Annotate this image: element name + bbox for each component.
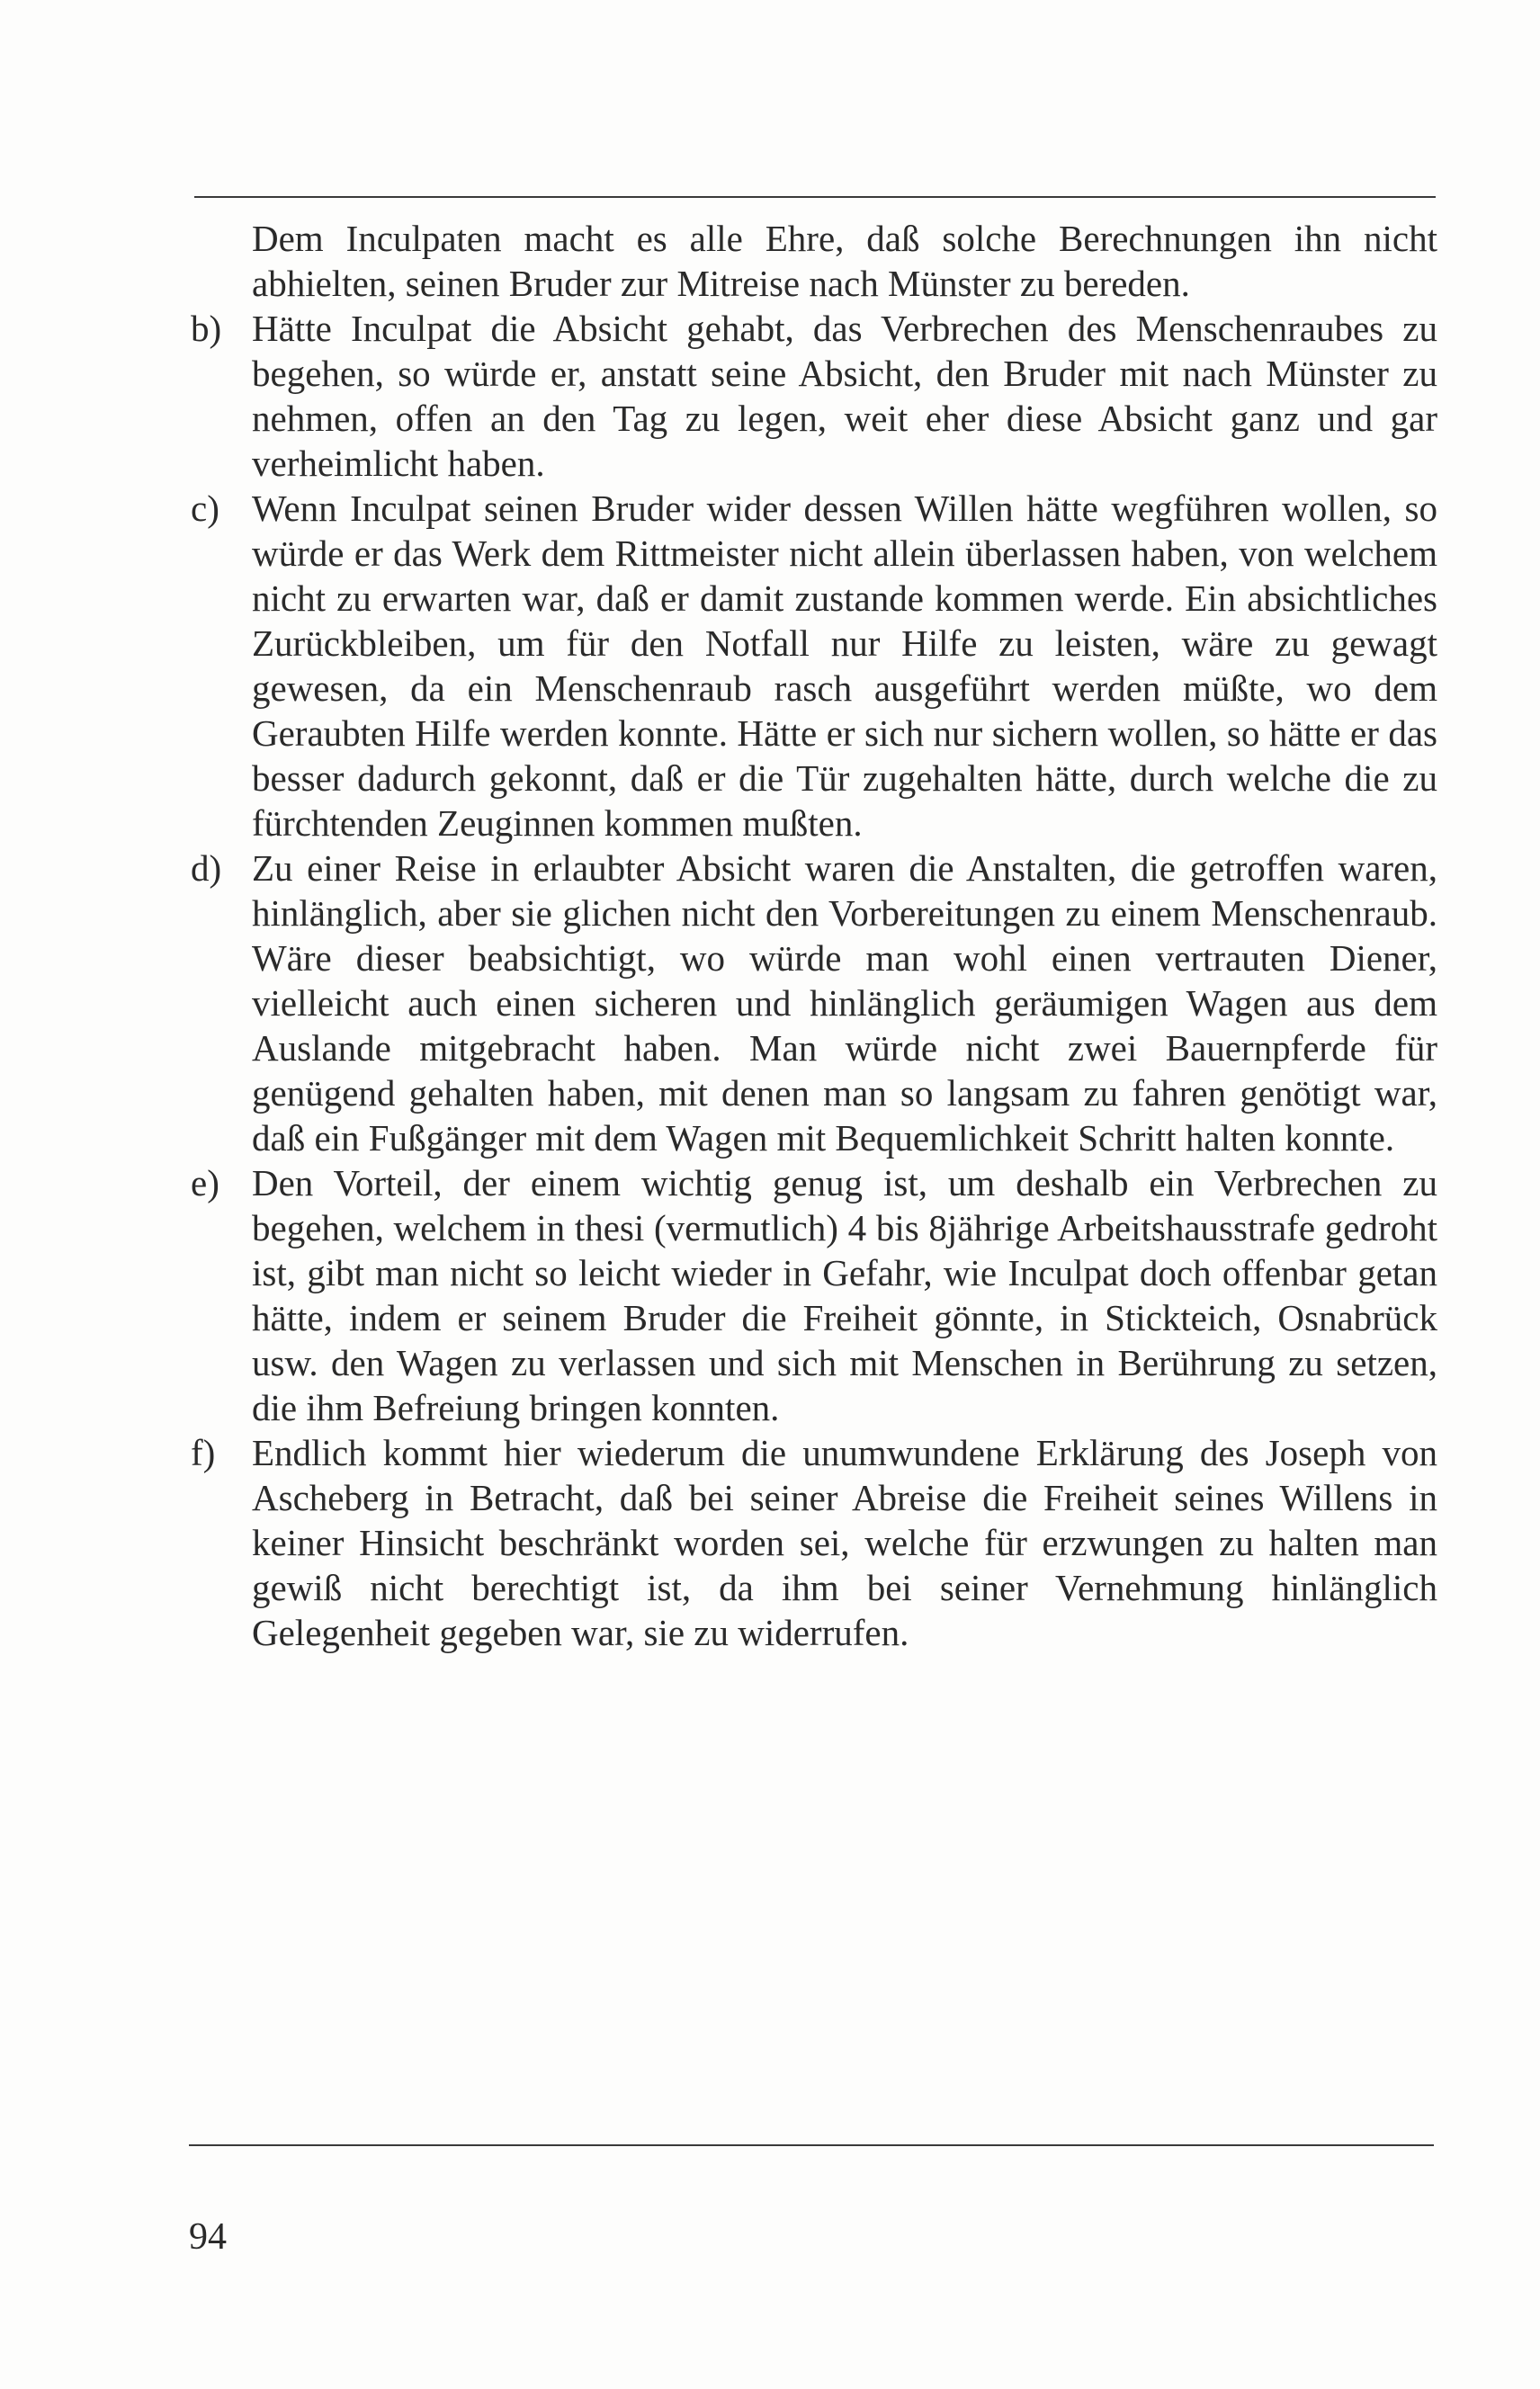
list-item-text: Endlich kommt hier wiederum die unumwundene Erklärung des Joseph von Ascheberg in Betracht, daß bei seiner Abreise die Freiheit seines Willens in keiner Hinsicht beschränkt worden sei, welche für erzwungen zu halten man gewiß nicht berechtigt ist, da ihm bei seiner Vernehmung hinlänglich Gelegenheit gegeben war, sie zu widerrufen. (252, 1432, 1437, 1653)
list-item-d (191, 846, 1437, 1160)
top-rule (194, 196, 1436, 198)
list-item-label: f) (191, 1432, 216, 1473)
list-item-label: e) (191, 1162, 219, 1203)
intro-paragraph: Dem Inculpaten macht es alle Ehre, daß solche Berechnungen ihn nicht abhielten, seinen Bruder zur Mitreise nach Münster zu bereden. (252, 218, 1437, 304)
list-item-label: d) (191, 847, 222, 889)
list-item-label: c) (191, 488, 219, 529)
list-item-b (191, 306, 1437, 486)
list-item-e (191, 1160, 1437, 1430)
list-item-c (191, 486, 1437, 846)
list-item-text: Hätte Inculpat die Absicht gehabt, das Verbrechen des Menschenraubes zu begehen, so würde er, anstatt seine Absicht, den Bruder mit nach Münster zu nehmen, offen an den Tag zu legen, weit eher diese Absicht ganz und gar verheimlicht haben. (252, 308, 1437, 484)
bottom-rule (189, 2144, 1434, 2146)
body-text (191, 216, 1437, 1655)
page-number: 94 (189, 2216, 227, 2258)
list-item-text: Wenn Inculpat seinen Bruder wider dessen Willen hätte wegführen wollen, so würde er das Werk dem Rittmeister nicht allein überlassen haben, von welchem nicht zu erwarten war, daß er damit zustande kommen werde. Ein absichtliches Zurückbleiben, um für den Notfall nur Hilfe zu leisten, wäre zu gewagt gewesen, da ein Menschenraub rasch ausgeführt werden müßte, wo dem Geraubten Hilfe werden konnte. Hätte er sich nur sichern wollen, so hätte er das besser dadurch gekonnt, daß er die Tür zugehalten hätte, durch welche die zu fürchtenden Zeuginnen kommen mußten. (252, 488, 1437, 844)
list-item-label: b) (191, 308, 222, 349)
list-item-text: Zu einer Reise in erlaubter Absicht waren die Anstalten, die getroffen waren, hinlänglich, aber sie glichen nicht den Vorbereitungen zu einem Menschenraub. Wäre dieser beabsichtigt, wo würde man wohl einen vertrauten Diener, vielleicht auch einen sicheren und hinlänglich geräumigen Wagen aus dem Auslande mitgebracht haben. Man würde nicht zwei Bauernpferde für genügend gehalten haben, mit denen man so langsam zu fahren genötigt war, daß ein Fußgänger mit dem Wagen mit Bequemlichkeit Schritt halten konnte. (252, 847, 1437, 1159)
list-item-f (191, 1430, 1437, 1655)
list-item-text: Den Vorteil, der einem wichtig genug ist, um deshalb ein Verbrechen zu begehen, welchem in thesi (vermutlich) 4 bis 8jährige Arbeitshausstrafe gedroht ist, gibt man nicht so leicht wieder in Gefahr, wie Inculpat doch offenbar getan hätte, indem er seinem Bruder die Freiheit gönnte, in Stickteich, Osnabrück usw. den Wagen zu verlassen und sich mit Menschen in Berührung zu setzen, die ihm Befreiung bringen konnten. (252, 1162, 1437, 1428)
